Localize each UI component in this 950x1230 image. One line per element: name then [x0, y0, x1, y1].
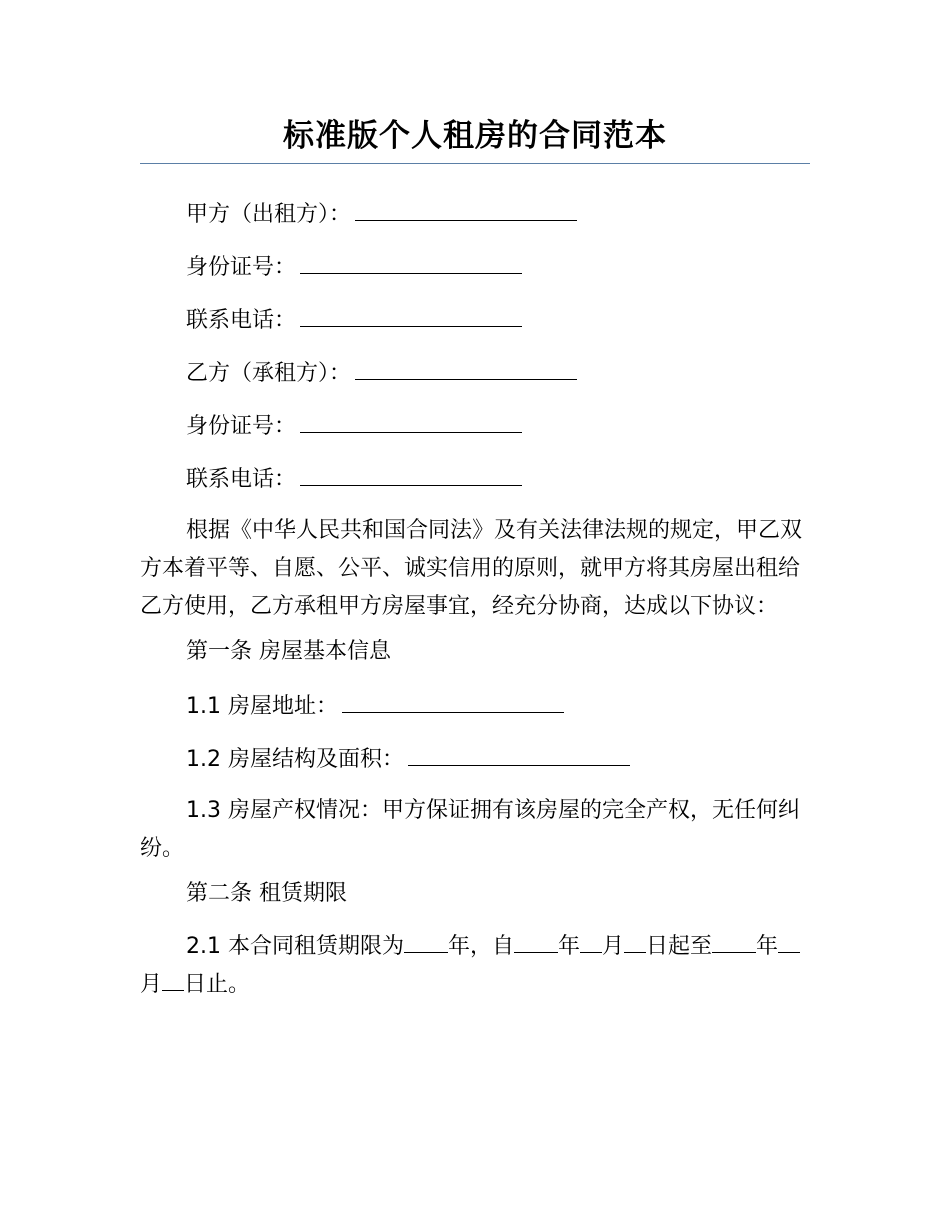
party-a-phone-blank [300, 304, 522, 327]
lease-term-text-6: 年 [756, 934, 779, 959]
title-divider [140, 163, 810, 164]
party-b-phone-label: 联系电话： [186, 467, 297, 492]
party-b-name-blank [355, 357, 577, 380]
lease-term-text-7: 月 [140, 972, 163, 997]
lease-term-text-3: 年 [558, 934, 581, 959]
party-a-id-blank [300, 251, 522, 274]
party-a-name-row [140, 198, 810, 251]
article2-heading-text: 第二条 租赁期限 [186, 881, 347, 906]
end-month-blank [778, 930, 800, 953]
house-address-label: 1.1 房屋地址： [186, 694, 338, 719]
contract-body [140, 198, 810, 1004]
lease-years-blank [404, 930, 448, 953]
party-b-id-label: 身份证号： [186, 414, 297, 439]
lease-term-text-1: 2.1 本合同租赁期限为 [186, 934, 404, 959]
party-a-name-blank [355, 198, 577, 221]
lease-term-text-8: 日止。 [184, 972, 251, 997]
house-address-blank [342, 690, 564, 713]
party-a-phone-label: 联系电话： [186, 308, 297, 333]
party-b-name-label: 乙方（承租方）： [186, 361, 352, 386]
house-structure-label: 1.2 房屋结构及面积： [186, 747, 404, 772]
intro-paragraph: 根据《中华人民共和国合同法》及有关法律法规的规定，甲乙双方本着平等、自愿、公平、诚实信用的原则，就甲方将其房屋出租给乙方使用，乙方承租甲方房屋事宜，经充分协商，达成以下协议： [140, 518, 803, 619]
start-month-blank [580, 930, 602, 953]
start-year-blank [514, 930, 558, 953]
article1-item2-row [140, 743, 810, 796]
party-b-phone-row [140, 463, 810, 516]
article1-heading-text: 第一条 房屋基本信息 [186, 639, 391, 664]
party-a-name-label: 甲方（出租方）： [186, 202, 352, 227]
article2-heading [140, 879, 810, 932]
article1-heading [140, 637, 810, 690]
article2-item1-paragraph [140, 928, 810, 1004]
party-a-phone-row [140, 304, 810, 357]
article1-item3-paragraph: 1.3 房屋产权情况：甲方保证拥有该房屋的完全产权，无任何纠纷。 [140, 798, 800, 861]
party-a-id-row [140, 251, 810, 304]
document-title: 标准版个人租房的合同范本 [283, 118, 667, 154]
start-day-blank [624, 930, 646, 953]
lease-term-text-2: 年，自 [447, 934, 514, 959]
lease-term-text-4: 月 [602, 934, 625, 959]
end-day-blank [162, 968, 184, 991]
party-b-name-row [140, 357, 810, 410]
article1-item1-row [140, 690, 810, 743]
house-structure-blank [408, 743, 630, 766]
lease-term-text-5: 日起至 [646, 934, 713, 959]
party-b-id-row [140, 410, 810, 463]
end-year-blank [712, 930, 756, 953]
party-b-phone-blank [300, 463, 522, 486]
party-b-id-blank [300, 410, 522, 433]
party-a-id-label: 身份证号： [186, 255, 297, 280]
document-page [140, 0, 810, 1015]
